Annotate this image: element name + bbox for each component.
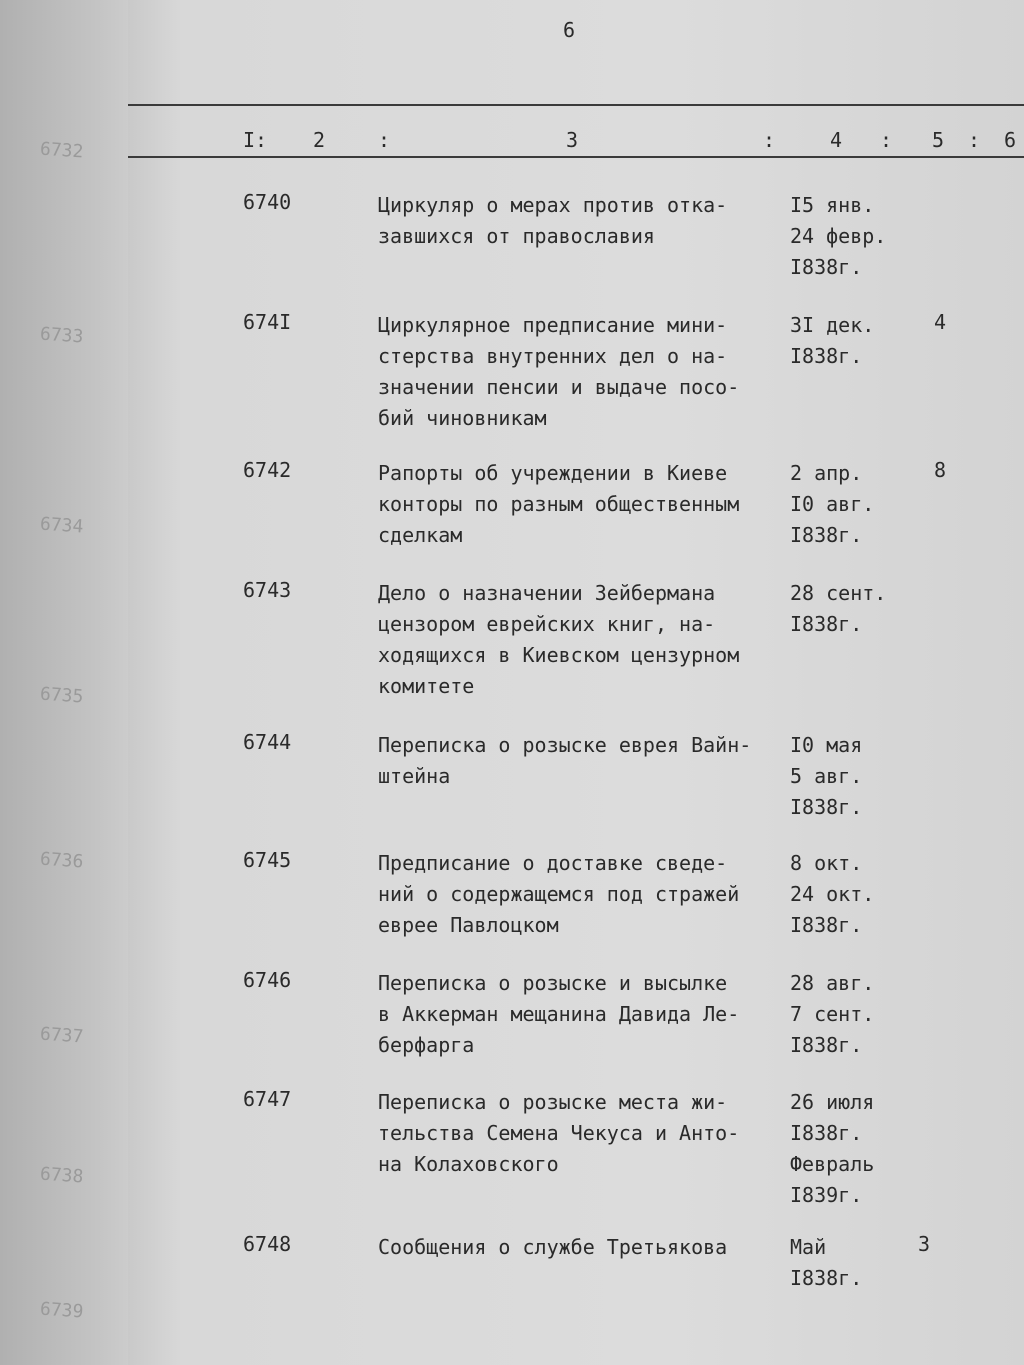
- record-title: Переписка о розыске места жи- тельства Семена Чекуса и Анто- на Колаховского: [378, 1090, 740, 1176]
- underlying-page-edge: [0, 0, 140, 1365]
- record-dates: I5 янв. 24 февр. I838г.: [790, 193, 887, 279]
- record-number: 6748: [243, 1232, 292, 1256]
- record-title: Рапорты об учреждении в Киеве конторы по разным общественным сделкам: [378, 461, 740, 547]
- header-separator: :: [968, 128, 981, 152]
- record-number: 6744: [243, 730, 292, 754]
- header-col-5: 5: [932, 128, 945, 152]
- underlying-margin-number: 6736: [39, 848, 85, 873]
- page-number: 6: [563, 18, 576, 42]
- record-number: 6740: [243, 190, 292, 214]
- record-number: 674I: [243, 310, 292, 334]
- record-number: 6742: [243, 458, 292, 482]
- header-bottom-rule: [128, 156, 1024, 158]
- record-number: 6747: [243, 1087, 292, 1111]
- record-number: 6746: [243, 968, 292, 992]
- underlying-margin-number: 6737: [39, 1023, 85, 1048]
- record-title: Сообщения о службе Третьякова: [378, 1235, 728, 1259]
- underlying-margin-number: 6732: [39, 138, 85, 163]
- record-dates: 28 сент. I838г.: [790, 581, 887, 636]
- header-col-2: 2: [313, 128, 326, 152]
- header-col-6: 6: [1004, 128, 1017, 152]
- record-title: Циркулярное предписание мини- стерства внутренних дел о на- значении пенсии и выдаче посо- бий чиновникам: [378, 313, 740, 430]
- header-separator: :: [763, 128, 776, 152]
- record-sheets: 4: [934, 310, 947, 334]
- underlying-margin-number: 6735: [39, 683, 85, 708]
- header-separator: :: [378, 128, 391, 152]
- record-title: Переписка о розыске и высылке в Аккерман мещанина Давида Ле- берфарга: [378, 971, 740, 1057]
- record-title: Предписание о доставке сведе- ний о содержащемся под стражей еврее Павлоцком: [378, 851, 740, 937]
- record-number: 6745: [243, 848, 292, 872]
- header-top-rule: [128, 104, 1024, 106]
- underlying-margin-number: 6734: [39, 513, 85, 538]
- record-dates: 2 апр. I0 авг. I838г.: [790, 461, 875, 547]
- record-dates: 28 авг. 7 сент. I838г.: [790, 971, 875, 1057]
- record-sheets: 8: [934, 458, 947, 482]
- underlying-margin-number: 6739: [39, 1298, 85, 1323]
- record-sheets: 3: [918, 1232, 931, 1256]
- record-dates: Май I838г.: [790, 1235, 863, 1290]
- record-number: 6743: [243, 578, 292, 602]
- header-separator: :: [880, 128, 893, 152]
- record-dates: 26 июля I838г. Февраль I839г.: [790, 1090, 875, 1207]
- record-title: Дело о назначении Зейбермана цензором еврейских книг, на- ходящихся в Киевском цензурном комитете: [378, 581, 740, 698]
- record-title: Переписка о розыске еврея Вайн- штейна: [378, 733, 752, 788]
- record-dates: 3I дек. I838г.: [790, 313, 875, 368]
- record-dates: I0 мая 5 авг. I838г.: [790, 733, 863, 819]
- record-dates: 8 окт. 24 окт. I838г.: [790, 851, 875, 937]
- header-col-4: 4: [830, 128, 843, 152]
- header-col-1: I:: [243, 128, 268, 152]
- record-title: Циркуляр о мерах против отка- завшихся от православия: [378, 193, 728, 248]
- underlying-margin-number: 6733: [39, 323, 85, 348]
- underlying-margin-number: 6738: [39, 1163, 85, 1188]
- header-col-3: 3: [566, 128, 579, 152]
